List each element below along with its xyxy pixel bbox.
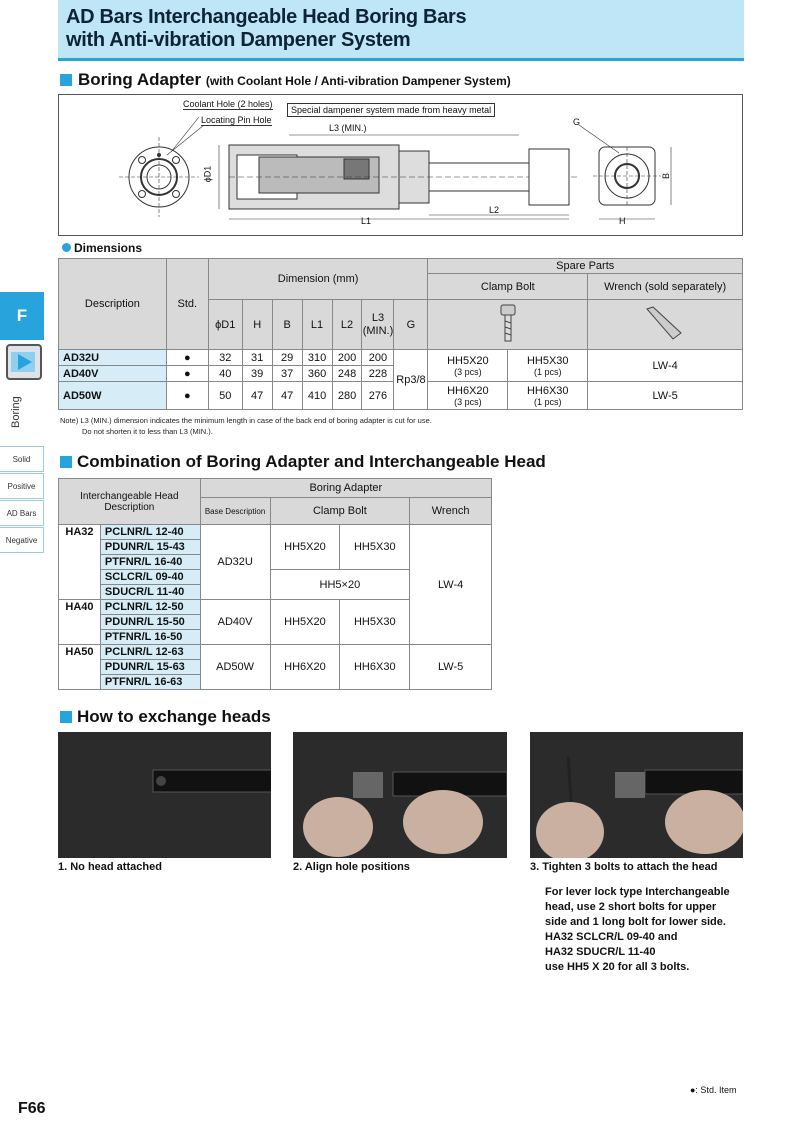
cell: 31 (242, 350, 272, 366)
header-underline (58, 58, 744, 61)
cell: 248 (332, 366, 362, 382)
head-item: PDUNR/L 15-43 (100, 540, 200, 555)
th-l2: L2 (332, 300, 362, 350)
bolt-cell: HH5×20 (270, 570, 410, 600)
base-cell: AD32U (200, 525, 270, 600)
cell-wrench: LW-4 (588, 350, 743, 382)
wrench-image (588, 300, 743, 350)
step-2-caption: 2. Align hole positions (293, 861, 410, 873)
head-item: PCLNR/L 12-50 (100, 600, 200, 615)
label-locating-pin: Locating Pin Hole (201, 115, 272, 125)
head-item: PTFNR/L 16-50 (100, 630, 200, 645)
label-special-dampener: Special dampener system made from heavy metal (287, 103, 495, 117)
group-ha40: HA40 (59, 600, 101, 645)
step-1-caption: 1. No head attached (58, 861, 162, 873)
head-item: SCLCR/L 09-40 (100, 570, 200, 585)
cell: 40 (208, 366, 242, 382)
th-d1: ϕD1 (208, 300, 242, 350)
row-desc: AD32U (59, 350, 167, 366)
boring-label: Boring (10, 396, 22, 428)
hex-wrench-icon (643, 303, 687, 343)
dimensions-heading: Dimensions (74, 241, 143, 255)
label-l3: L3 (MIN.) (329, 123, 367, 133)
wrench-cell: LW-4 (410, 525, 492, 645)
photo-align-holes (293, 732, 507, 858)
note-line-1: Note) L3 (MIN.) dimension indicates the minimum length in case of the back end of boring adapter is cut for use. (60, 416, 432, 425)
side-tab-solid[interactable]: Solid (0, 446, 44, 472)
step-3-caption: 3. Tighten 3 bolts to attach the head (530, 861, 718, 873)
photo-tighten-bolts (530, 732, 743, 858)
th-base: Base Description (200, 498, 270, 525)
cell: 410 (302, 382, 332, 410)
th-wrench: Wrench (sold separately) (588, 274, 743, 300)
cell: 276 (362, 382, 394, 410)
cell-bolt: HH5X30 (1 pcs) (508, 350, 588, 382)
th-l3: L3 (MIN.) (362, 300, 394, 350)
std-dot: ● (166, 366, 208, 382)
side-tab-negative[interactable]: Negative (0, 527, 44, 553)
head-item: PDUNR/L 15-63 (100, 660, 200, 675)
cell-wrench: LW-5 (588, 382, 743, 410)
section-tab-f[interactable]: F (0, 292, 44, 340)
head-item: PTFNR/L 16-40 (100, 555, 200, 570)
adapter-diagram (58, 94, 743, 236)
th-description: Description (59, 259, 167, 350)
section-marker (60, 74, 72, 86)
section-title-combination: Combination of Boring Adapter and Interchangeable Head (77, 452, 546, 471)
cell: 200 (362, 350, 394, 366)
group-ha50: HA50 (59, 645, 101, 690)
combination-table (58, 478, 492, 690)
cell: 37 (272, 366, 302, 382)
cell: 29 (272, 350, 302, 366)
dimensions-table (58, 258, 743, 410)
photo-no-head (58, 732, 271, 858)
cell: 280 (332, 382, 362, 410)
std-dot: ● (166, 382, 208, 410)
note-line-2: Do not shorten it to less than L3 (MIN.). (82, 427, 213, 436)
base-cell: AD50W (200, 645, 270, 690)
th-h: H (242, 300, 272, 350)
clamp-bolt-image (428, 300, 588, 350)
th-b: B (272, 300, 302, 350)
std-dot: ● (166, 350, 208, 366)
title-line-2: with Anti-vibration Dampener System (66, 29, 411, 51)
title-line-1: AD Bars Interchangeable Head Boring Bars (66, 6, 467, 28)
side-tab-ad-bars[interactable]: AD Bars (0, 500, 44, 526)
section-marker (60, 711, 72, 723)
bolt-cell: HH6X20 (270, 645, 340, 690)
section-title-boring-adapter: Boring Adapter (with Coolant Hole / Anti-vibration Dampener System) (78, 70, 511, 89)
cell: 360 (302, 366, 332, 382)
th-std: Std. (166, 259, 208, 350)
wrench-cell: LW-5 (410, 645, 492, 690)
th-l1: L1 (302, 300, 332, 350)
label-d1: ϕD1 (202, 165, 213, 183)
th-dimension: Dimension (mm) (208, 259, 428, 300)
cell-bolt: HH5X20 (3 pcs) (428, 350, 508, 382)
side-tab-positive[interactable]: Positive (0, 473, 44, 499)
row-desc: AD40V (59, 366, 167, 382)
cell: 310 (302, 350, 332, 366)
group-ha32: HA32 (59, 525, 101, 600)
head-item: PTFNR/L 16-63 (100, 675, 200, 690)
head-item: SDUCR/L 11-40 (100, 585, 200, 600)
cell: 228 (362, 366, 394, 382)
th-clamp-bolt: Clamp Bolt (428, 274, 588, 300)
th-head-desc: Interchangeable Head Description (59, 479, 201, 525)
th-clamp: Clamp Bolt (270, 498, 410, 525)
bolt-cell: HH6X30 (340, 645, 410, 690)
head-item: PCLNR/L 12-63 (100, 645, 200, 660)
section-marker (60, 456, 72, 468)
label-coolant-hole: Coolant Hole (2 holes) (183, 99, 273, 109)
cell: 50 (208, 382, 242, 410)
label-l1: L1 (361, 216, 372, 226)
section-title-exchange: How to exchange heads (77, 707, 271, 726)
cell: 47 (272, 382, 302, 410)
th-wrench: Wrench (410, 498, 492, 525)
bolt-cell: HH5X20 (270, 525, 340, 570)
row-desc: AD50W (59, 382, 167, 410)
bolt-cell: HH5X30 (340, 525, 410, 570)
bolt-icon (498, 303, 518, 343)
std-legend: ●: Std. Item (690, 1085, 737, 1095)
cell: 47 (242, 382, 272, 410)
cell-g: Rp3/8 (394, 350, 428, 410)
cell-bolt: HH6X30 (1 pcs) (508, 382, 588, 410)
label-b: B (661, 172, 672, 180)
bolt-cell: HH5X20 (270, 600, 340, 645)
label-g: G (573, 117, 581, 127)
label-l2: L2 (489, 205, 500, 215)
page-number: F66 (18, 1100, 46, 1117)
boring-icon (6, 344, 42, 380)
label-h: H (619, 216, 626, 226)
bullet-icon (62, 243, 71, 252)
lever-lock-note: For lever lock type Interchangeable head, use 2 short bolts for upper side and 1 long bolt for lower side. HA32 SCLCR/L 09-40 and HA32 SDUCR/L 11-40 use HH5 X 20 for all 3 bolts. (545, 886, 730, 973)
cell-bolt: HH6X20 (3 pcs) (428, 382, 508, 410)
page-title (66, 6, 466, 52)
th-g: G (394, 300, 428, 350)
head-item: PDUNR/L 15-50 (100, 615, 200, 630)
bolt-cell: HH5X30 (340, 600, 410, 645)
cell: 39 (242, 366, 272, 382)
th-spare-parts: Spare Parts (428, 259, 743, 274)
cell: 32 (208, 350, 242, 366)
head-item: PCLNR/L 12-40 (100, 525, 200, 540)
th-boring-adapter: Boring Adapter (200, 479, 491, 498)
cell: 200 (332, 350, 362, 366)
base-cell: AD40V (200, 600, 270, 645)
